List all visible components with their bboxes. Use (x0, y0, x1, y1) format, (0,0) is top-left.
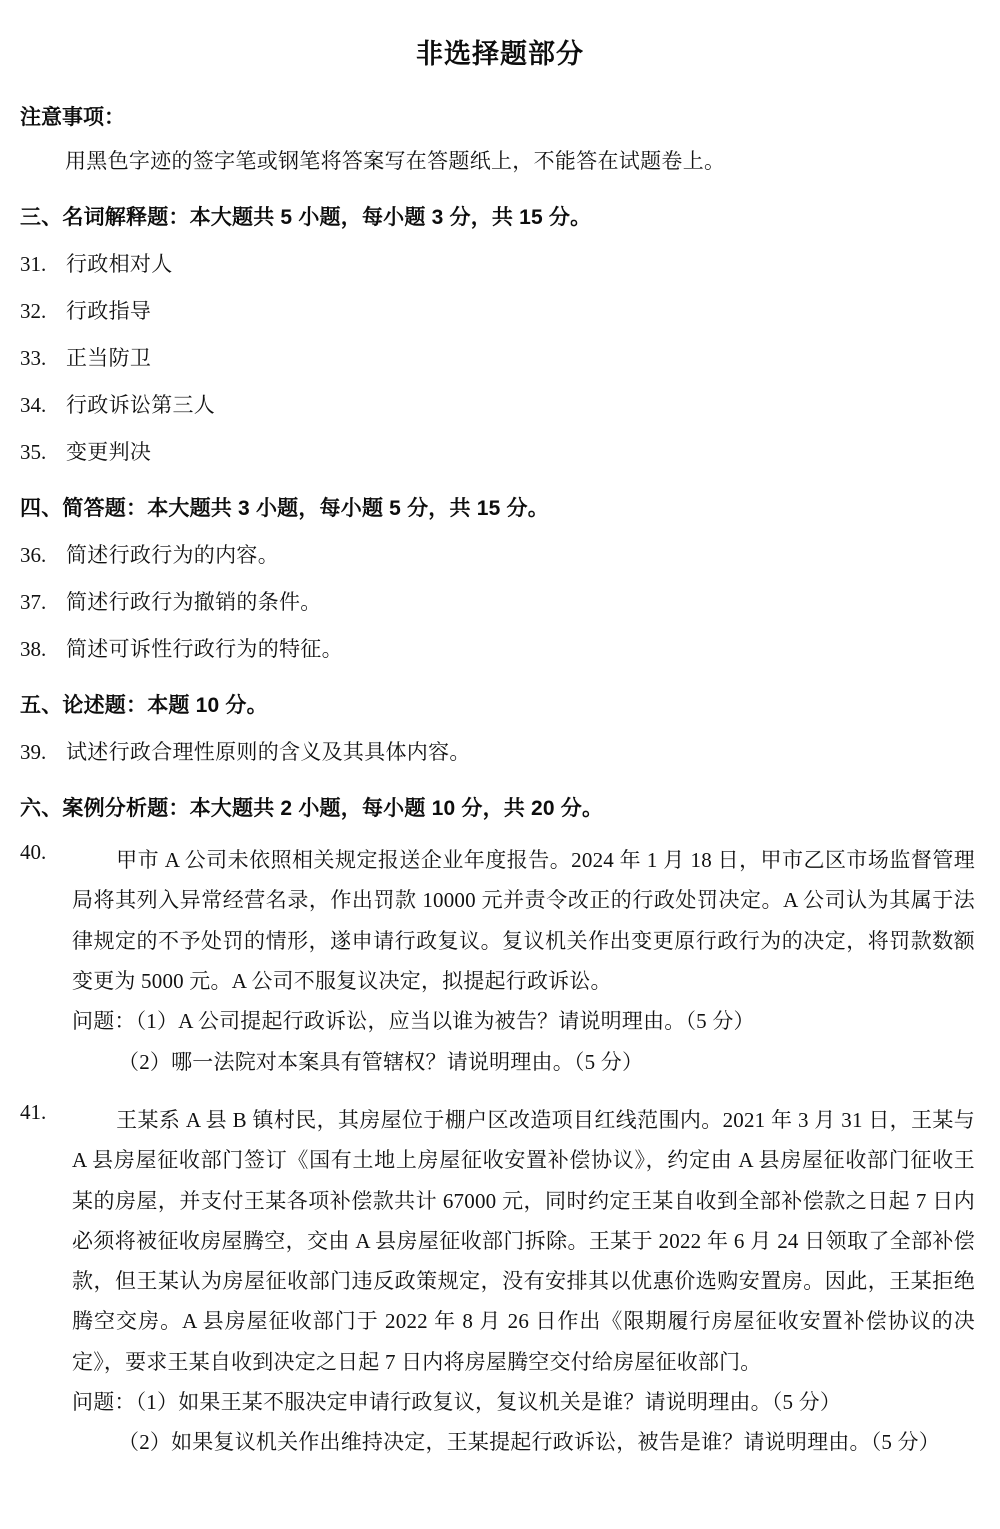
item-text: 行政相对人 (66, 252, 173, 276)
list-item (0, 231, 1000, 278)
page-title: 非选择题部分 (416, 39, 584, 69)
notice-text: 用黑色字迹的签字笔或钢笔将答案写在答题纸上，不能答在试题卷上。 (65, 149, 726, 173)
item-number: 35. (20, 440, 47, 464)
section-heading: 三、名词解释题：本大题共 5 小题，每小题 3 分，共 15 分。 (20, 206, 592, 229)
section-heading: 五、论述题：本题 10 分。 (20, 694, 268, 717)
item-number: 32. (20, 299, 47, 323)
item-number: 38. (20, 637, 47, 661)
item-text: 试述行政合理性原则的含义及其具体内容。 (66, 740, 471, 764)
case-body-text: 王某系 A 县 B 镇村民，其房屋位于棚户区改造项目红线范围内。2021 年 3 月 31 日，王某与 A 县房屋征收部门签订《国有土地上房屋征收安置补偿协议》，约定由 A 县房屋征收部门征收王某的房屋，并支付王某各项补偿款共计 67000 元，同时约定王某自收到全部补偿款之日起 7 日内必须将被征收房屋腾空，交由 A 县房屋征收部门拆除。王某于 2022 年 6 月 24 日领取了全部补偿款，但王某认为房屋征收部门违反政策规定，没有安排其以优惠价选购安置房。因此，王某拒绝腾空交房。A 县房屋征收部门于 2022 年 8 月 26 日作出《限期履行房屋征收安置补偿协议的决定》，要求王某自收到决定之日起 7 日内将房屋腾空交付给房屋征收部门。 (72, 1107, 975, 1374)
case-number: 41. (20, 1099, 47, 1124)
item-text: 简述行政行为撤销的条件。 (66, 590, 322, 614)
item-text: 变更判决 (66, 440, 152, 464)
question-text: （1）A 公司提起行政诉讼，应当以谁为被告？请说明理由。（5 分） (135, 1009, 755, 1034)
section-short-answer (0, 466, 1000, 663)
list-item (0, 616, 1000, 663)
case-question-41 (0, 1082, 1000, 1463)
notice-label: 注意事项： (20, 106, 125, 129)
list-item (0, 569, 1000, 616)
list-item (0, 522, 1000, 569)
item-text: 行政指导 (66, 299, 152, 323)
case-body-text: 甲市 A 公司未依照相关规定报送企业年度报告。2024 年 1 月 18 日，甲市乙区市场监督管理局将其列入异常经营名录，作出罚款 10000 元并责令改正的行政处罚决定。A 公司认为其属于法律规定的不予处罚的情形，遂申请行政复议。复议机关作出变更原行政行为的决定，将罚款数额变更为 5000 元。A 公司不服复议决定，拟提起行政诉讼。 (72, 848, 975, 993)
list-item (0, 419, 1000, 466)
question-text: （2）如果复议机关作出维持决定，王某提起行政诉讼，被告是谁？请说明理由。（5 分） (118, 1430, 940, 1455)
case-question-line (0, 1001, 1000, 1041)
item-number: 31. (20, 252, 47, 276)
question-text: （2）哪一法院对本案具有管辖权？请说明理由。（5 分） (118, 1049, 644, 1074)
list-item (0, 719, 1000, 766)
item-text: 正当防卫 (66, 346, 152, 370)
item-text: 简述行政行为的内容。 (66, 543, 279, 567)
notice-block (0, 71, 1000, 175)
case-number: 40. (20, 840, 47, 864)
item-number: 37. (20, 590, 47, 614)
item-number: 34. (20, 393, 47, 417)
case-question-40 (0, 822, 1000, 1082)
item-text: 行政诉讼第三人 (66, 393, 216, 417)
question-text: （1）如果王某不服决定申请行政复议，复议机关是谁？请说明理由。（5 分） (135, 1390, 842, 1415)
case-question-line (0, 1382, 1000, 1422)
item-number: 39. (20, 740, 47, 764)
item-number: 33. (20, 346, 47, 370)
question-label: 问题： (72, 1390, 136, 1415)
list-item (0, 372, 1000, 419)
section-noun-explanation (0, 175, 1000, 466)
section-heading: 四、简答题：本大题共 3 小题，每小题 5 分，共 15 分。 (20, 497, 549, 520)
section-heading: 六、案例分析题：本大题共 2 小题，每小题 10 分，共 20 分。 (20, 797, 604, 820)
list-item (0, 278, 1000, 325)
question-label: 问题： (72, 1009, 136, 1034)
list-item (0, 325, 1000, 372)
item-number: 36. (20, 543, 47, 567)
section-case-analysis (0, 766, 1000, 1463)
section-essay (0, 663, 1000, 766)
item-text: 简述可诉性行政行为的特征。 (66, 637, 343, 661)
case-question-line (0, 1042, 1000, 1082)
case-question-line (0, 1422, 1000, 1462)
